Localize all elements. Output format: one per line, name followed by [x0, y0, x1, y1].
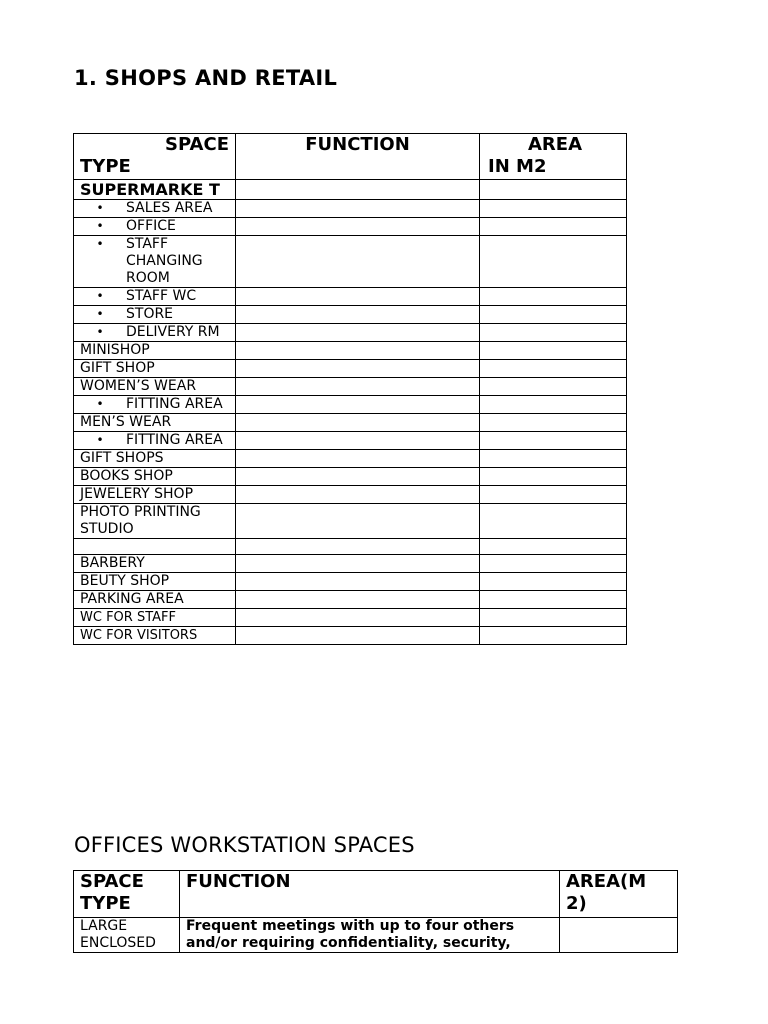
space-type-cell	[74, 539, 236, 555]
table-row	[74, 627, 627, 645]
area-cell	[480, 236, 627, 288]
table-row	[74, 180, 627, 200]
function-cell	[236, 573, 480, 591]
table-row	[74, 342, 627, 360]
bullet-icon: •	[96, 219, 104, 233]
function-cell	[236, 396, 480, 414]
space-type-label: FITTING AREA	[126, 396, 223, 412]
table-row	[74, 609, 627, 627]
area-cell	[480, 468, 627, 486]
header-space-type	[74, 871, 180, 918]
area-cell	[480, 486, 627, 504]
table-row	[74, 555, 627, 573]
space-type-cell	[74, 378, 236, 396]
section-heading-offices: OFFICES WORKSTATION SPACES	[74, 833, 415, 857]
header-space-type	[74, 134, 236, 180]
space-type-label: PHOTO PRINTING STUDIO	[80, 504, 201, 537]
area-cell	[480, 591, 627, 609]
space-type-cell	[74, 324, 236, 342]
area-cell	[480, 180, 627, 200]
table-row	[74, 432, 627, 450]
table-row	[74, 306, 627, 324]
function-cell	[236, 218, 480, 236]
space-type-label: STORE	[126, 306, 174, 322]
table-header-row	[74, 134, 627, 180]
function-cell	[236, 200, 480, 218]
table-row	[74, 360, 627, 378]
area-cell	[480, 396, 627, 414]
space-type-label: MEN’S WEAR	[80, 414, 172, 430]
area-cell	[480, 288, 627, 306]
function-cell	[236, 627, 480, 645]
area-cell	[480, 414, 627, 432]
bullet-icon: •	[96, 433, 104, 447]
function-cell	[236, 504, 480, 539]
header-area-line2: 2)	[566, 893, 587, 914]
function-cell	[236, 591, 480, 609]
header-space-line1: SPACE	[80, 871, 144, 892]
space-type-cell	[74, 573, 236, 591]
area-cell	[480, 504, 627, 539]
area-cell	[480, 378, 627, 396]
function-cell	[236, 555, 480, 573]
header-space-line2: TYPE	[80, 893, 131, 914]
space-type-label: BARBERY	[80, 555, 145, 571]
header-space-line1: SPACE	[165, 134, 229, 155]
table-row	[74, 324, 627, 342]
space-type-cell	[74, 555, 236, 573]
space-type-label: BOOKS SHOP	[80, 468, 173, 484]
table-row	[74, 486, 627, 504]
offices-table	[73, 870, 678, 953]
header-area-line2: IN M2	[488, 156, 547, 177]
area-cell	[480, 324, 627, 342]
area-cell	[480, 360, 627, 378]
space-type-label: MINISHOP	[80, 342, 150, 358]
header-area	[560, 871, 678, 918]
space-type-line1: LARGE	[80, 918, 128, 934]
area-cell	[480, 539, 627, 555]
space-type-cell	[74, 627, 236, 645]
table-row	[74, 468, 627, 486]
space-type-cell	[74, 591, 236, 609]
space-type-label: SALES AREA	[126, 200, 213, 216]
header-area	[480, 134, 627, 180]
function-cell	[236, 306, 480, 324]
table-row	[74, 539, 627, 555]
area-cell	[480, 342, 627, 360]
section-heading-shops-retail: 1. SHOPS AND RETAIL	[74, 66, 338, 90]
function-cell	[236, 414, 480, 432]
area-cell	[480, 555, 627, 573]
function-cell	[236, 539, 480, 555]
function-cell	[236, 288, 480, 306]
space-type-cell	[74, 396, 236, 414]
space-type-cell	[74, 236, 236, 288]
table-row	[74, 573, 627, 591]
space-type-cell	[74, 288, 236, 306]
space-type-label: STAFF CHANGING ROOM	[126, 236, 203, 286]
space-type-label: SUPERMARKE T	[80, 180, 220, 199]
table-row	[74, 450, 627, 468]
bullet-icon: •	[96, 289, 104, 303]
function-line2: and/or requiring confidentiality, security,	[186, 935, 511, 951]
area-cell	[480, 306, 627, 324]
function-cell	[236, 360, 480, 378]
area-cell	[480, 218, 627, 236]
table-row	[74, 236, 627, 288]
bullet-icon: •	[96, 201, 104, 215]
table-row	[74, 396, 627, 414]
function-cell	[236, 236, 480, 288]
space-type-cell	[74, 180, 236, 200]
space-type-cell	[74, 218, 236, 236]
header-area-line1: AREA(M	[566, 871, 647, 892]
space-type-cell	[74, 306, 236, 324]
function-line1: Frequent meetings with up to four others	[186, 918, 515, 934]
function-cell	[180, 918, 560, 953]
space-type-label: GIFT SHOP	[80, 360, 155, 376]
space-type-cell	[74, 360, 236, 378]
table-row	[74, 288, 627, 306]
space-type-label: GIFT SHOPS	[80, 450, 164, 466]
space-type-cell	[74, 342, 236, 360]
bullet-icon: •	[96, 325, 104, 339]
function-cell	[236, 180, 480, 200]
area-cell	[480, 432, 627, 450]
space-type-label: STAFF WC	[126, 288, 197, 304]
function-cell	[236, 468, 480, 486]
table-row	[74, 504, 627, 539]
table-header-row	[74, 871, 678, 918]
bullet-icon: •	[96, 397, 104, 411]
function-cell	[236, 432, 480, 450]
header-function: FUNCTION	[180, 871, 560, 918]
table-row	[74, 200, 627, 218]
function-cell	[236, 450, 480, 468]
function-cell	[236, 342, 480, 360]
space-type-cell	[74, 414, 236, 432]
space-type-cell	[74, 468, 236, 486]
space-type-label: PARKING AREA	[80, 591, 184, 607]
bullet-icon: •	[96, 237, 104, 251]
space-type-label: FITTING AREA	[126, 432, 223, 448]
area-cell	[480, 627, 627, 645]
space-type-label: OFFICE	[126, 218, 176, 234]
space-type-cell	[74, 918, 180, 953]
header-area-line1: AREA	[528, 134, 583, 155]
table-row	[74, 414, 627, 432]
function-cell	[236, 609, 480, 627]
space-type-label: WC FOR STAFF	[80, 610, 176, 625]
space-type-label: JEWELERY SHOP	[80, 486, 194, 502]
header-function: FUNCTION	[236, 134, 480, 180]
space-type-label: WOMEN’S WEAR	[80, 378, 197, 394]
table-row	[74, 218, 627, 236]
shops-retail-table	[73, 133, 627, 645]
area-cell	[480, 200, 627, 218]
table-row	[74, 918, 678, 953]
space-type-label: BEUTY SHOP	[80, 573, 170, 589]
bullet-icon: •	[96, 307, 104, 321]
area-cell	[560, 918, 678, 953]
space-type-cell	[74, 200, 236, 218]
shops-retail-table-body	[74, 180, 627, 645]
function-cell	[236, 324, 480, 342]
space-type-cell	[74, 432, 236, 450]
space-type-line2: ENCLOSED	[80, 935, 156, 951]
function-cell	[236, 486, 480, 504]
table-row	[74, 378, 627, 396]
area-cell	[480, 573, 627, 591]
space-type-cell	[74, 609, 236, 627]
table-row	[74, 591, 627, 609]
area-cell	[480, 450, 627, 468]
space-type-cell	[74, 486, 236, 504]
space-type-label: WC FOR VISITORS	[80, 628, 198, 643]
area-cell	[480, 609, 627, 627]
function-cell	[236, 378, 480, 396]
space-type-cell	[74, 504, 236, 539]
space-type-label: DELIVERY RM	[126, 324, 220, 340]
space-type-cell	[74, 450, 236, 468]
header-space-line2: TYPE	[80, 156, 131, 177]
